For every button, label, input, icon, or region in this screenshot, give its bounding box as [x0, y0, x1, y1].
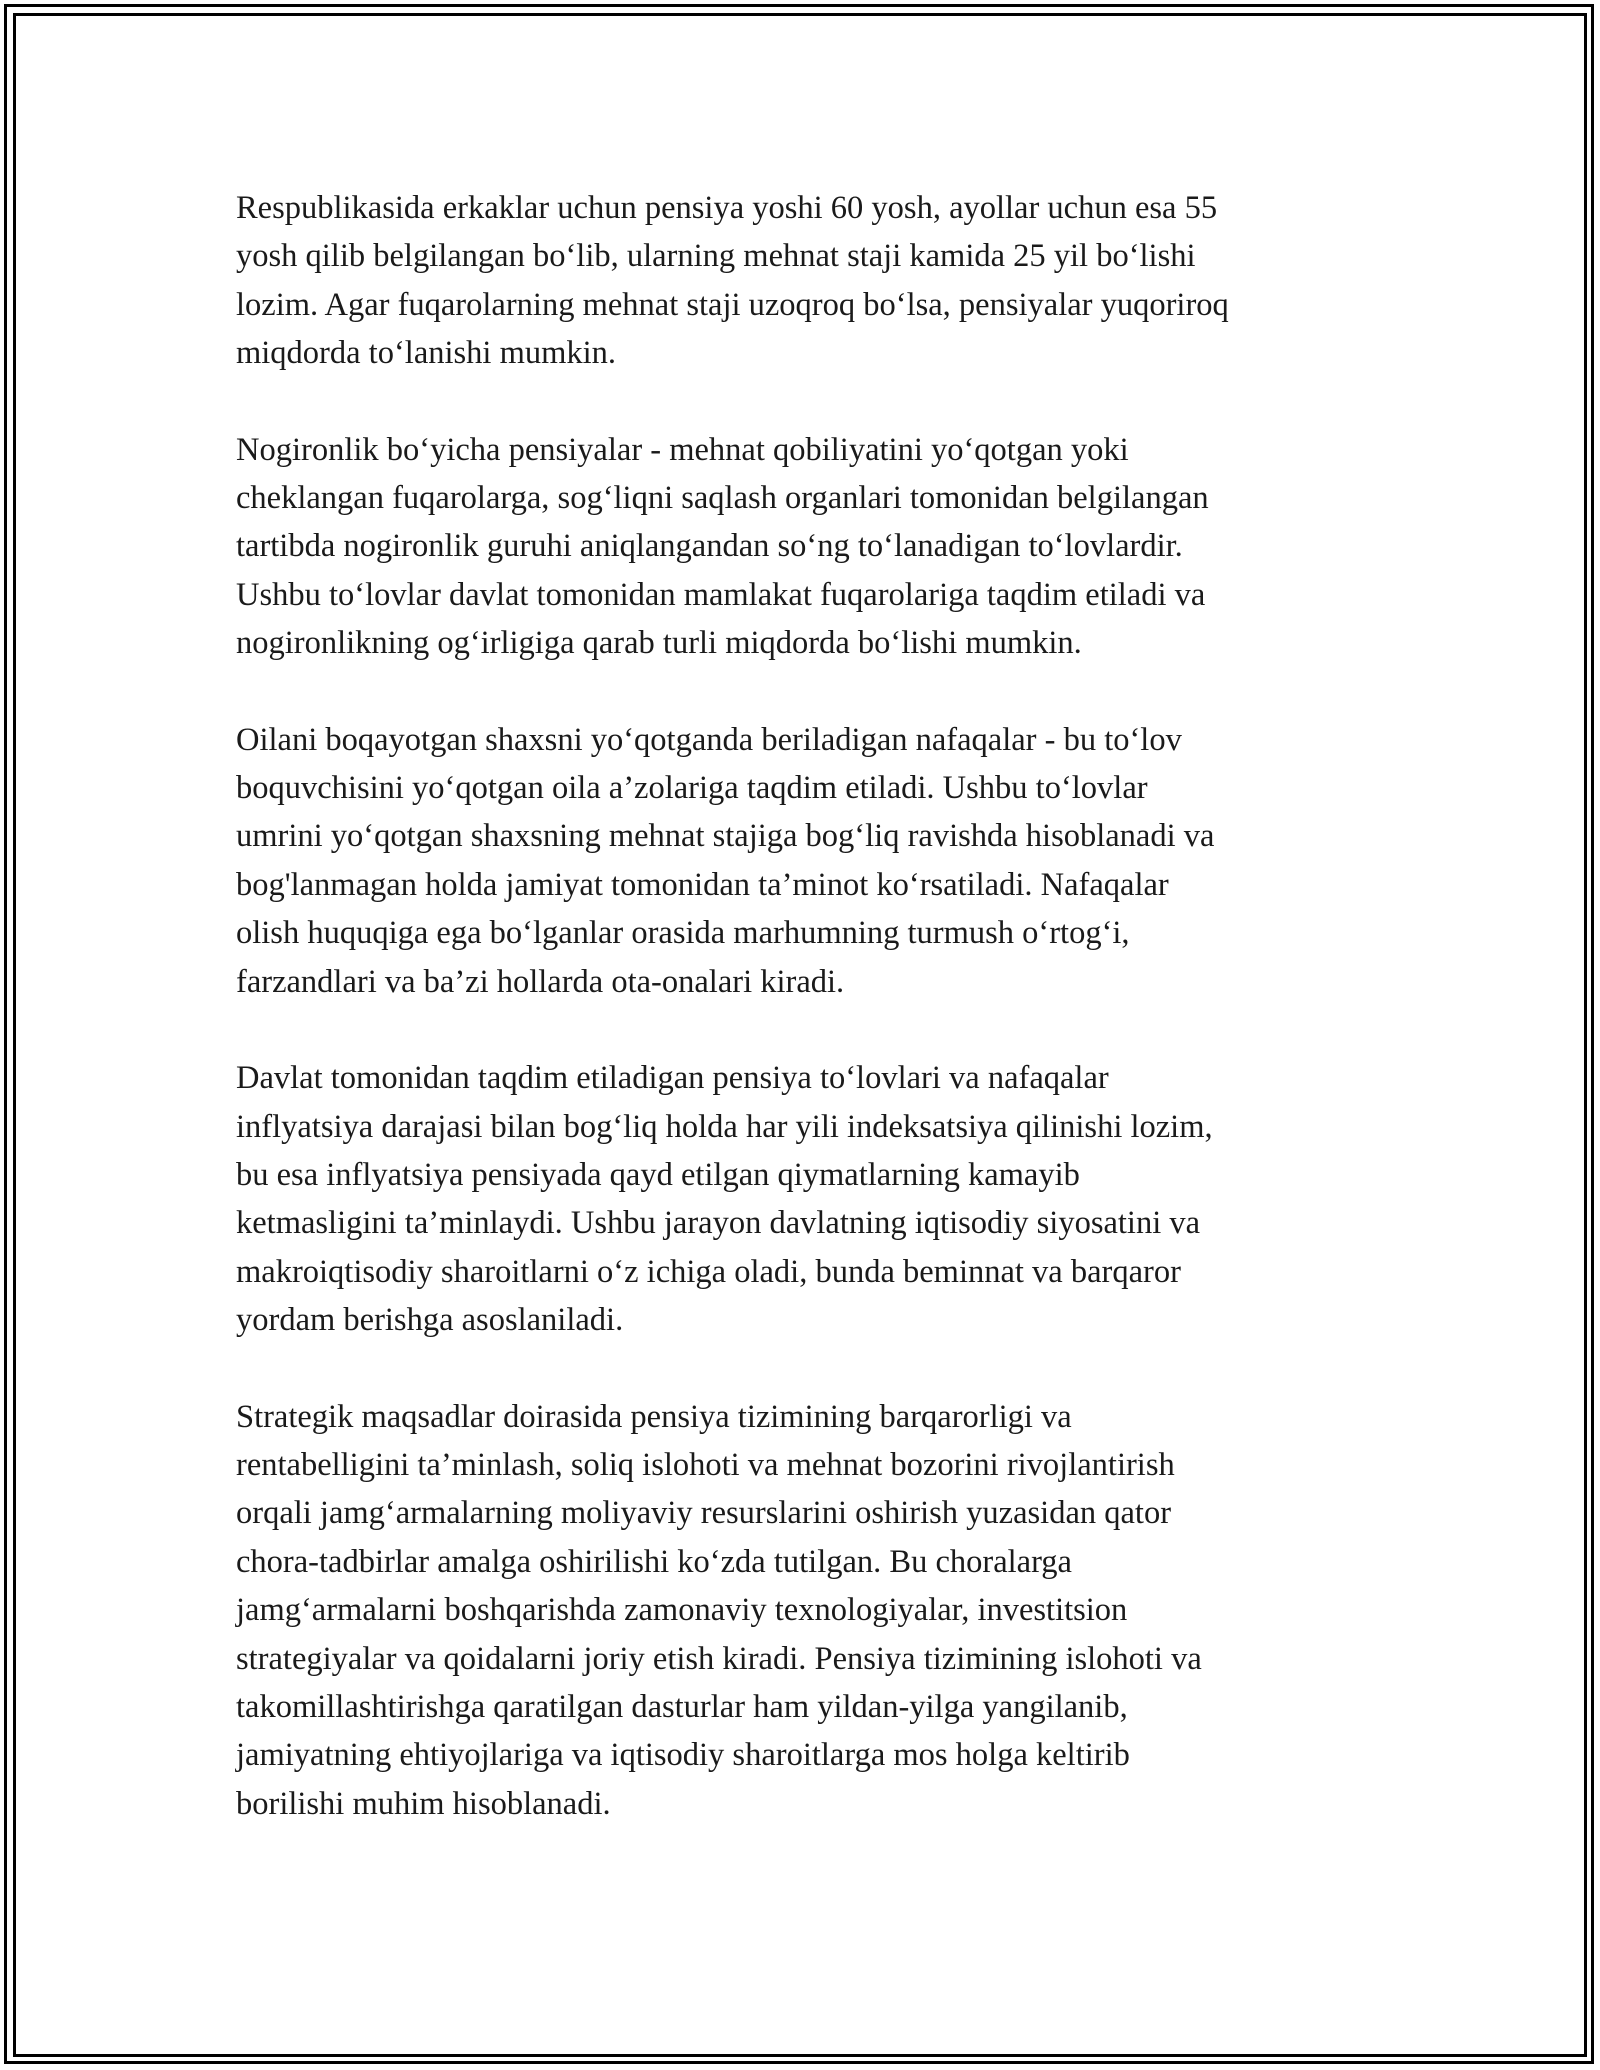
paragraph-retirement-age: Respublikasida erkaklar uchun pensiya yoshi 60 yosh, ayollar uchun esa 55 yosh qilib belgilangan bo‘lib, ularning mehnat staji kamida 25 yil bo‘lishi lozim. Agar fuqarolarning mehnat staji uzoqroq bo‘lsa, pensiyalar yuqoriroq miqdorda to‘lanishi mumkin.	[236, 190, 1229, 372]
document-body	[236, 184, 1366, 1876]
paragraph-indexation: Davlat tomonidan taqdim etiladigan pensiya to‘lovlari va nafaqalar inflyatsiya darajasi bilan bog‘liq holda har yili indeksatsiya qilinishi lozim, bu esa inflyatsiya pensiyada qayd etilgan qiymatlarning kamayib ketmasligini ta’minlaydi. Ushbu jarayon davlatning iqtisodiy siyosatini va makroiqtisodiy sharoitlarni o‘z ichiga oladi, bunda beminnat va barqaror yordam berishga asoslaniladi.	[236, 1060, 1213, 1339]
paragraph-strategic-goals: Strategik maqsadlar doirasida pensiya tizimining barqarorligi va rentabelligini ta’minlash, soliq islohoti va mehnat bozorini rivojlantirish orqali jamg‘armalarning moliyaviy resurslarini oshirish yuzasidan qator chora-tadbirlar amalga oshirilishi ko‘zda tutilgan. Bu choralarga jamg‘armalarni boshqarishda zamonaviy texnologiyalar, investitsion strategiyalar va qoidalarni joriy etish kiradi. Pensiya tizimining islohoti va takomillashtirishga qaratilgan dasturlar ham yildan-yilga yangilanib, jamiyatning ehtiyojlariga va iqtisodiy sharoitlarga mos holga keltirib borilishi muhim hisoblanadi.	[236, 1398, 1202, 1822]
paragraph-survivor-benefits: Oilani boqayotgan shaxsni yo‘qotganda beriladigan nafaqalar - bu to‘lov boquvchisini yo‘qotgan oila a’zolariga taqdim etiladi. Ushbu to‘lovlar umrini yo‘qotgan shaxsning mehnat stajiga bog‘liq ravishda hisoblanadi va bog'lanmagan holda jamiyat tomonidan ta’minot ko‘rsatiladi. Nafaqalar olish huquqiga ega bo‘lganlar orasida marhumning turmush o‘rtog‘i, farzandlari va ba’zi hollarda ota-onalari kiradi.	[236, 721, 1215, 1000]
paragraph-disability-pensions: Nogironlik bo‘yicha pensiyalar - mehnat qobiliyatini yo‘qotgan yoki cheklangan fuqarolarga, sog‘liqni saqlash organlari tomonidan belgilangan tartibda nogironlik guruhi aniqlangandan so‘ng to‘lanadigan to‘lovlardir. Ushbu to‘lovlar davlat tomonidan mamlakat fuqarolariga taqdim etiladi va nogironlikning og‘irligiga qarab turli miqdorda bo‘lishi mumkin.	[236, 431, 1209, 662]
